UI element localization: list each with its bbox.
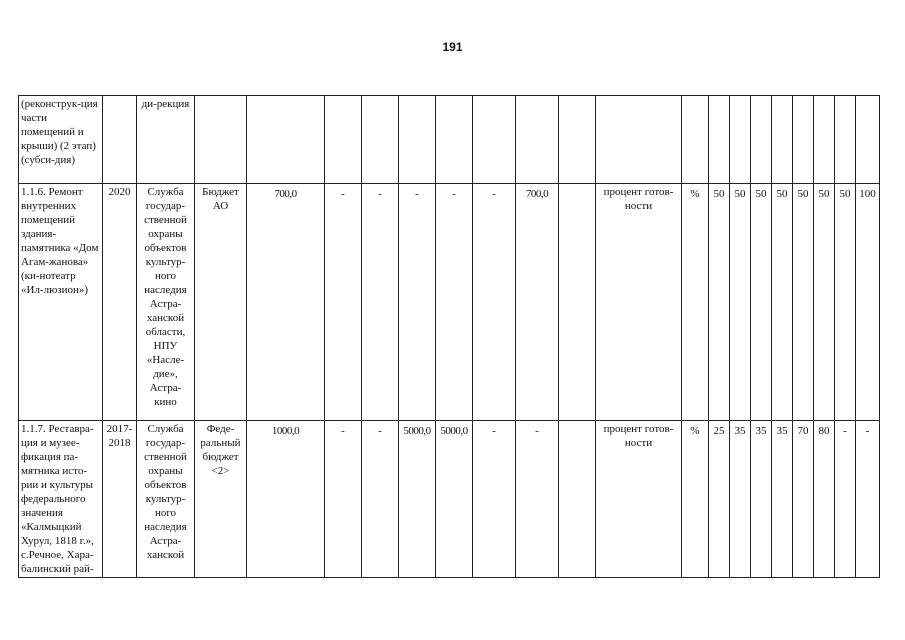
funding-source: Феде-ральный бюджет <2>: [195, 421, 247, 578]
target-value: 100: [856, 184, 880, 421]
target-value: [814, 96, 835, 184]
funding-year-cell: [362, 96, 399, 184]
indicator-unit: %: [682, 421, 709, 578]
target-value: 50: [835, 184, 856, 421]
target-value: 50: [772, 184, 793, 421]
funding-year-cell: -: [473, 184, 516, 421]
target-value: 50: [814, 184, 835, 421]
target-value: -: [835, 421, 856, 578]
target-value: [856, 96, 880, 184]
page-number: 191: [442, 40, 463, 54]
funding-year-cell: -: [325, 184, 362, 421]
funding-total: 700,0: [247, 184, 325, 421]
measure-executor: Служба государ-ственной охраны объектов культур-ного наследия Астра-ханской: [137, 421, 195, 578]
funding-year-cell: 5000,0: [399, 421, 436, 578]
target-value: [772, 96, 793, 184]
table-row: [19, 96, 880, 184]
target-value: [793, 96, 814, 184]
measure-executor: Служба государ-ственной охраны объектов культур-ного наследия Астра-ханской области, НПУ «Насле-дие», Астра-кино: [137, 184, 195, 421]
funding-year-cell: 700,0: [516, 184, 559, 421]
indicator-name: процент готов-ности: [596, 184, 682, 421]
funding-total: [247, 96, 325, 184]
target-value: 50: [730, 184, 751, 421]
funding-year-cell: -: [473, 421, 516, 578]
funding-year-cell: [559, 421, 596, 578]
funding-total: 1000,0: [247, 421, 325, 578]
funding-year-cell: -: [399, 184, 436, 421]
funding-year-cell: [436, 96, 473, 184]
target-value: 80: [814, 421, 835, 578]
target-value: 70: [793, 421, 814, 578]
table-row: [19, 184, 880, 421]
program-table: [18, 95, 880, 578]
funding-year-cell: [325, 96, 362, 184]
funding-year-cell: 5000,0: [436, 421, 473, 578]
target-value: [709, 96, 730, 184]
funding-year-cell: [559, 96, 596, 184]
funding-year-cell: -: [516, 421, 559, 578]
target-value: 35: [772, 421, 793, 578]
target-value: 50: [751, 184, 772, 421]
target-value: -: [856, 421, 880, 578]
indicator-name: процент готов-ности: [596, 421, 682, 578]
target-value: [751, 96, 772, 184]
measure-name: 1.1.6. Ремонт внутренних помещений здания-памятника «Дом Агам-жанова» (ки-нотеатр «Ил-люзион»): [19, 184, 103, 421]
measure-years: [103, 96, 137, 184]
measure-name: (реконструк-ция части помещений и крыши) (2 этап) (субси-дия): [19, 96, 103, 184]
funding-year-cell: [516, 96, 559, 184]
measure-years: 2017-2018: [103, 421, 137, 578]
funding-year-cell: -: [362, 421, 399, 578]
funding-year-cell: [559, 184, 596, 421]
target-value: 35: [751, 421, 772, 578]
funding-year-cell: -: [436, 184, 473, 421]
table-row: [19, 421, 880, 578]
measure-years: 2020: [103, 184, 137, 421]
target-value: 50: [793, 184, 814, 421]
funding-year-cell: [473, 96, 516, 184]
funding-year-cell: -: [325, 421, 362, 578]
target-value: [835, 96, 856, 184]
funding-year-cell: -: [362, 184, 399, 421]
funding-source: [195, 96, 247, 184]
target-value: 25: [709, 421, 730, 578]
indicator-unit: %: [682, 184, 709, 421]
measure-executor: ди-рекция: [137, 96, 195, 184]
measure-name: 1.1.7. Реставра-ция и музее-фикация па-мятника исто-рии и культуры федерального значения «Калмыцкий Хурул, 1818 г.», с.Речное, Хара-балинский рай-: [19, 421, 103, 578]
funding-year-cell: [399, 96, 436, 184]
funding-source: Бюджет АО: [195, 184, 247, 421]
target-value: [730, 96, 751, 184]
target-value: 35: [730, 421, 751, 578]
indicator-name: [596, 96, 682, 184]
indicator-unit: [682, 96, 709, 184]
target-value: 50: [709, 184, 730, 421]
